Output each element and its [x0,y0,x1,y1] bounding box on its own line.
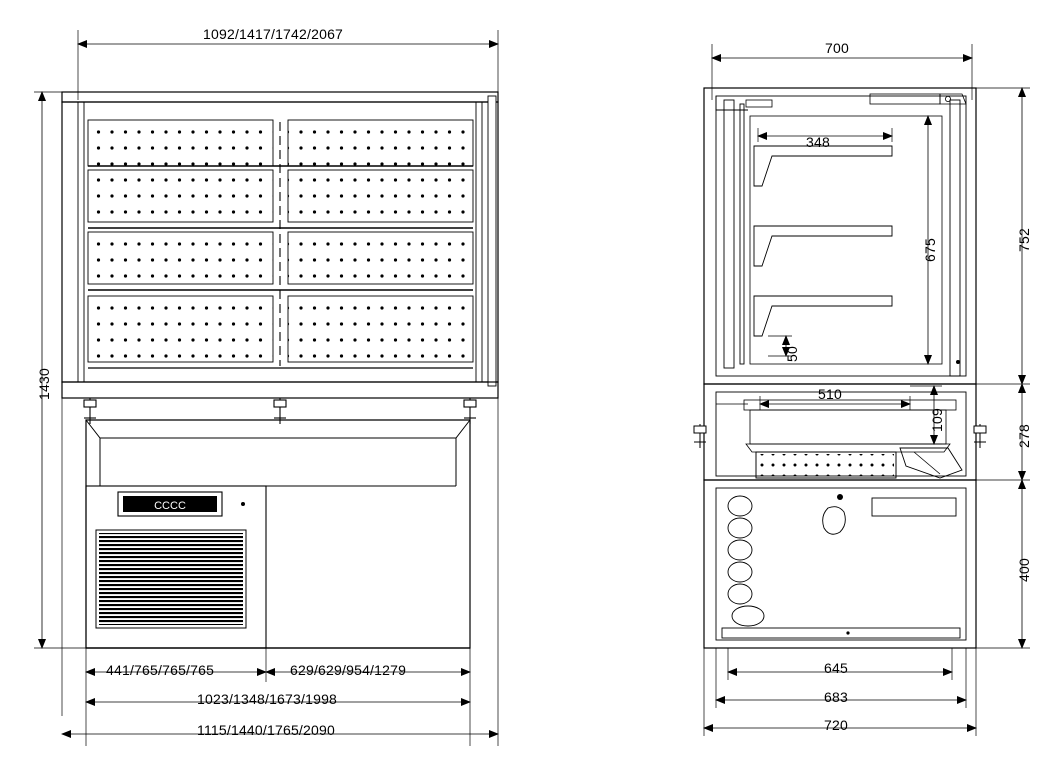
dim-side-interior-height: 675 [922,238,938,262]
dim-front-bottom-total-width: 1115/1440/1765/2090 [197,722,335,738]
dim-side-pan-height: 109 [929,408,945,432]
dim-side-middle-height: 278 [1016,424,1032,448]
dim-side-base-height: 400 [1016,558,1032,582]
dim-side-base-depth-outer: 720 [824,717,848,733]
dim-front-bottom-left-segment: 441/765/765/765 [106,662,215,678]
dim-side-shelf-depth: 348 [806,134,830,150]
dim-front-bottom-mid-width: 1023/1348/1673/1998 [197,691,338,707]
dim-side-pan-depth: 510 [818,386,842,402]
svg-text:CCCC: CCCC [154,500,186,512]
dim-side-upper-height: 752 [1016,228,1032,252]
dim-side-base-depth-mid: 683 [824,689,848,705]
dim-front-bottom-right-segment: 629/629/954/1279 [290,662,407,678]
dim-side-small-height: 50 [784,346,800,362]
dim-side-top-depth: 700 [825,40,849,56]
dim-front-top-width: 1092/1417/1742/2067 [203,26,344,42]
dim-front-overall-height: 1430 [36,368,52,400]
dim-side-base-depth-inner: 645 [824,660,848,676]
